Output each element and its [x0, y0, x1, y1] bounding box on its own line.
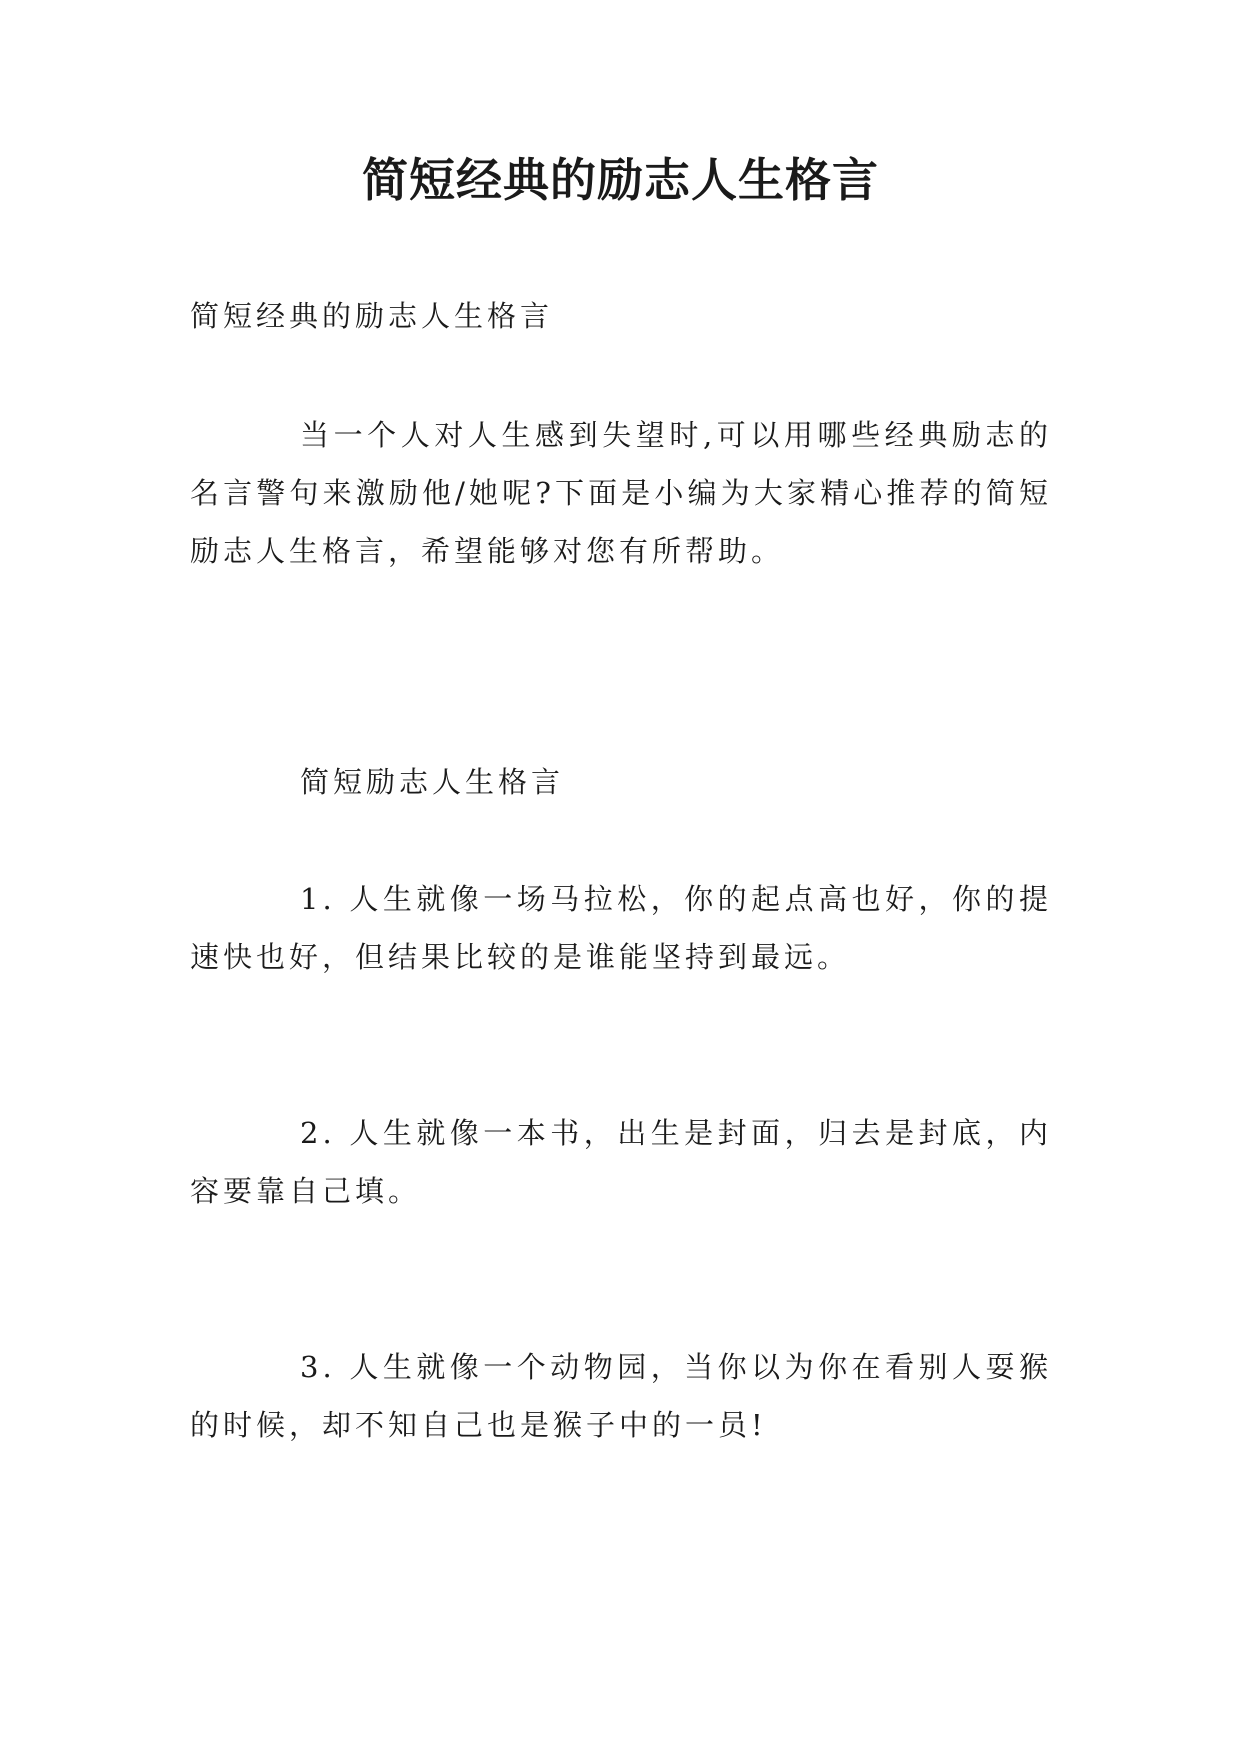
quote-item-2: 2. 人生就像一本书，出生是封面，归去是封底，内容要靠自己填。	[190, 1116, 1052, 1208]
intro-paragraph: 当一个人对人生感到失望时,可以用哪些经典励志的名言警句来激励他/她呢?下面是小编为大家精心推荐的简短励志人生格言，希望能够对您有所帮助。	[190, 418, 1052, 568]
quote-item-3: 3. 人生就像一个动物园，当你以为你在看别人耍猴的时候，却不知自己也是猴子中的一员!	[190, 1350, 1052, 1442]
section-heading: 简短励志人生格言	[300, 765, 565, 799]
quote-item-1: 1. 人生就像一场马拉松，你的起点高也好，你的提速快也好，但结果比较的是谁能坚持到最远。	[190, 882, 1052, 974]
document-title: 简短经典的励志人生格言	[362, 153, 879, 207]
document-subtitle: 简短经典的励志人生格言	[190, 299, 554, 333]
